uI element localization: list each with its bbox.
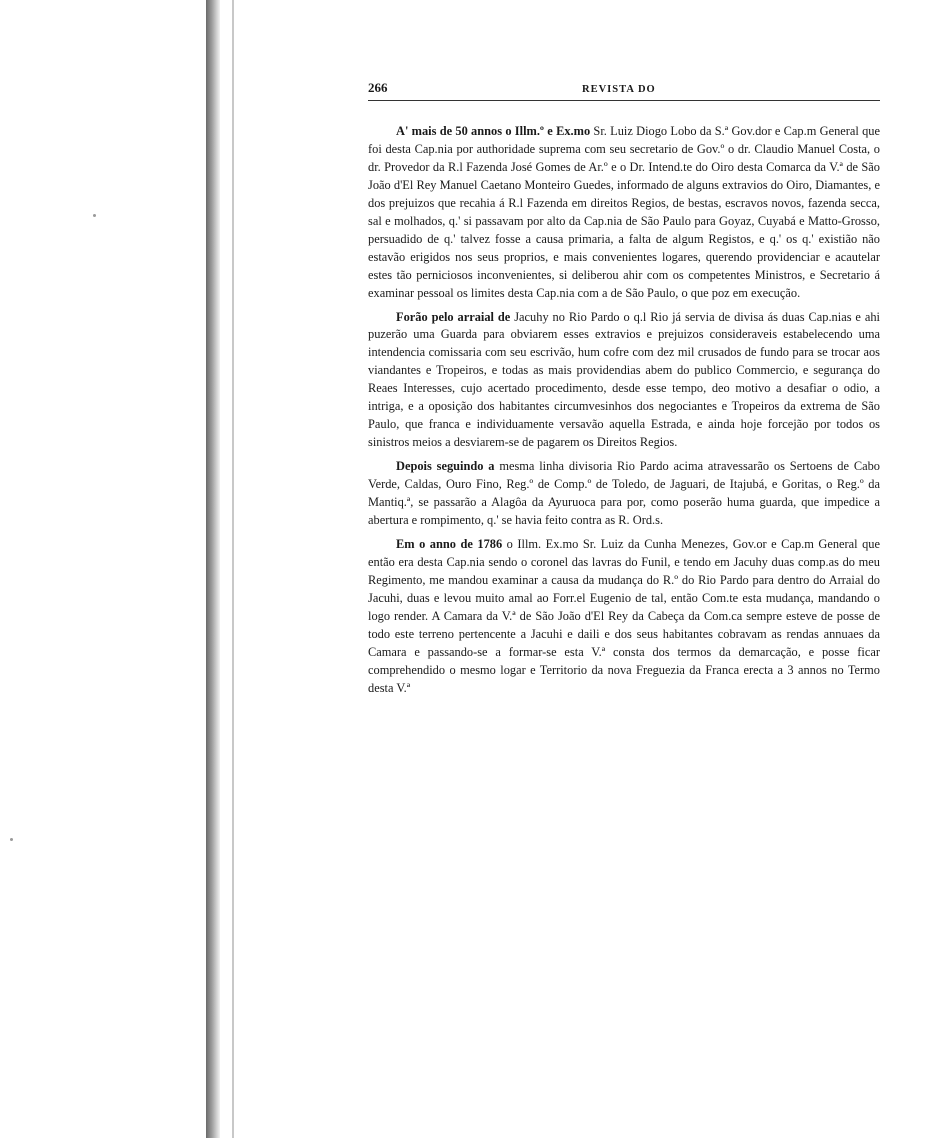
paragraph-lead: Depois seguindo a <box>396 459 495 474</box>
paragraph-lead: Em o anno de 1786 <box>396 536 503 551</box>
running-title: REVISTA DO <box>582 84 656 95</box>
paragraph <box>368 536 880 698</box>
body-text <box>368 123 880 698</box>
binding-gutter-line <box>232 0 234 1138</box>
scan-speck <box>10 838 13 841</box>
paragraph <box>368 458 880 530</box>
page <box>368 78 880 704</box>
paragraph-lead: Forão pelo arraial de <box>396 309 511 324</box>
paragraph-text: o Illm. Ex.mo Sr. Luiz da Cunha Menezes, Gov.or e Cap.m General que então era desta Cap.nia sendo o coronel das lavras do Funil, e tendo em Jacuhy duas comp.as do meu Regimento, me mandou examinar a causa da mudança do R.º do Rio Pardo para dentro do Arraial do Jacuhi, duas e levou muito amal ao Forr.el Eugenio de tal, então Com.te esta mudança, mandando o logo render. A Camara da V.ª de São João d'El Rey da Cabeça da Com.ca sempre esteve de posse de todo este terreno pertencente a Jacuhi e daili e dos seus habitantes cobravam as rendas annuaes da Camara e passando-se a formar-se esta V.ª consta dos termos da demarcação, e posse ficar comprehendido o mesmo logar e Territorio da nova Freguezia da Franca erecta a 3 annos no Termo desta V.ª <box>368 536 880 695</box>
paragraph <box>368 123 880 303</box>
paragraph-text: Jacuhy no Rio Pardo o q.l Rio já servia de divisa ás duas Cap.nias e ahi puzerão uma Guarda para obviarem esses extravios e prejuizos consideraveis estabelecendo uma intendencia comissaria com seu escrivão, hum cofre com dez mil crusados de fundo para se trocar aos viandantes e Tropeiros, e todas as mais providendias abem do publico Commercio, e segurança do Reaes Interesses, cujo acertado procedimento, desde esse tempo, deo motivo a desafiar o odio, a intriga, e a oposição dos habitantes circumvesinhos dos negociantes e Tropeiros da extrema de São Paulo, que franca e individuamente versavão aquella Estrada, e ainda hoje forcejão por todos os sinistros meios a desviarem-se de pagarem os Direitos Regios. <box>368 309 880 450</box>
binding-gutter-shadow <box>206 0 220 1138</box>
scan-speck <box>93 214 96 217</box>
paragraph-text: mesma linha divisoria Rio Pardo acima atravessarão os Sertoens de Cabo Verde, Caldas, Ouro Fino, Reg.º de Comp.º de Toledo, de Jaguari, de Itajubá, e Goritas, o Reg.º da Mantiq.ª, se passarão a Alagôa da Ayuruoca para por, como poserão huma guarda, que impedice a abertura e rompimento, q.' se havia feito contra as R. Ord.s. <box>368 459 880 528</box>
page-number: 266 <box>368 80 388 95</box>
paragraph <box>368 309 880 453</box>
paragraph-text: Sr. Luiz Diogo Lobo da S.ª Gov.dor e Cap.m General que foi desta Cap.nia por authoridade suprema com seu secretario de Gov.º o dr. Claudio Manuel Costa, o dr. Provedor da R.l Fazenda José Gomes de Ar.º e o Dr. Intend.te do Oiro desta Comarca da V.ª de São João d'El Rey Manuel Caetano Monteiro Guedes, informado de alguns extravios do Oiro, Diamantes, e dos prejuizos que recahia á R.l Fazenda em direitos Regios, de bestas, escravos novos, fazenda secca, sal e molhados, q.' si passavam por alto da Cap.nia de São Paulo para Goyaz, Cuyabá e Matto-Grosso, persuadido de q.' talvez fosse a causa primaria, a falta de algum Registos, e q.' os q.' existião não estavão erigidos nos seus proprios, e mais convenientes logares, querendo providenciar e acautelar estes tão perniciosos inconvenientes, si deliberou ahir com os competentes Ministros, e Secretario á examinar pessoal os limites desta Cap.nia com a de São Paulo, o que poz em execução. <box>368 124 881 300</box>
paragraph-lead: A' mais de 50 annos o Illm.º e Ex.mo <box>396 124 591 138</box>
running-head <box>368 78 880 101</box>
